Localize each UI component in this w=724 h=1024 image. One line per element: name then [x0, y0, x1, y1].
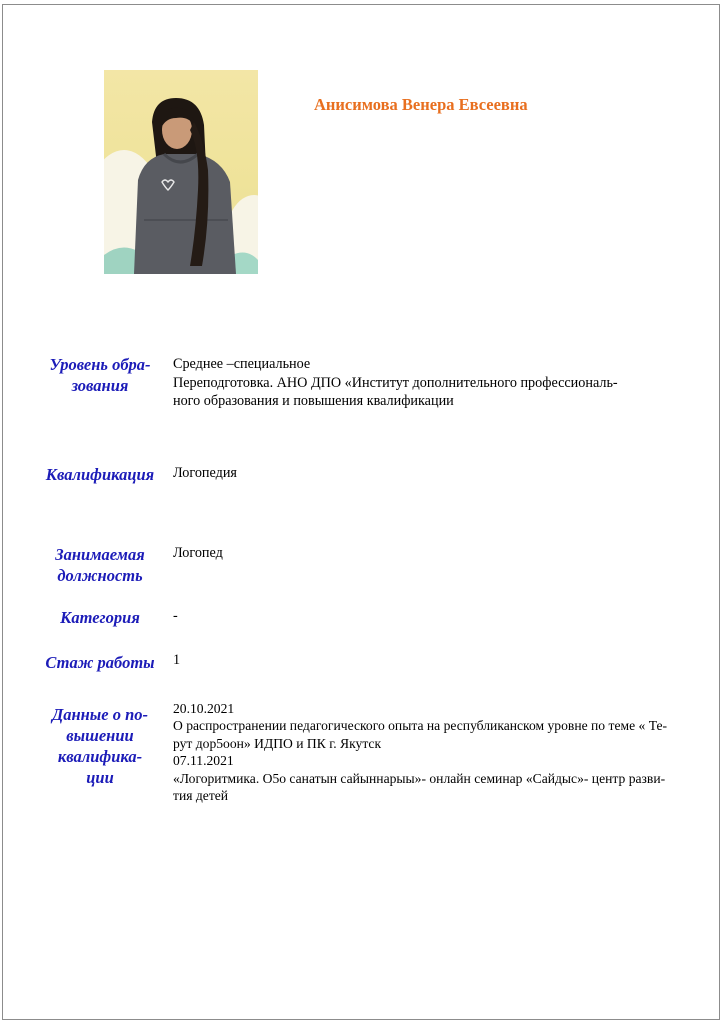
training-label-line: ции	[86, 768, 114, 787]
qualification-label-line: Квалификация	[45, 465, 155, 484]
training-value-line: О распространении педагогического опыта на республиканском уровне по теме « Те-	[173, 718, 668, 734]
experience-value-line: 1	[173, 652, 181, 668]
education-value-line: Переподготовка. АНО ДПО «Институт дополнительного профессиональ-	[173, 374, 618, 391]
position-label-line: должность	[57, 566, 143, 585]
training-value-line: рут дор5оон» ИДПО и ПК г. Якутск	[173, 735, 382, 751]
qualification-value-line: Логопедия	[173, 465, 237, 481]
training-label-line: квалифика-	[57, 747, 143, 766]
portrait-photo	[104, 70, 258, 274]
training-value-line: 20.10.2021	[173, 701, 235, 716]
category-value-line: -	[173, 608, 178, 624]
training-label-line: Данные о по-	[51, 705, 149, 724]
education-label	[33, 354, 167, 396]
education-label-line: зования	[71, 376, 129, 395]
position-value-line: Логопед	[173, 545, 223, 561]
training-value-line: тия детей	[173, 788, 229, 804]
person-name: Анисимова Венера Евсеевна	[314, 95, 528, 114]
category-value	[173, 607, 708, 626]
qualification-label	[33, 464, 167, 485]
training-value	[173, 700, 708, 804]
position-label-line: Занимаемая	[55, 545, 145, 564]
qualification-value	[173, 464, 708, 483]
position-label	[33, 544, 167, 586]
education-value-line: ного образования и повышения квалификации	[173, 393, 454, 409]
training-label-line: вышении	[66, 726, 134, 745]
position-value	[173, 544, 708, 563]
training-value-line: 07.11.2021	[173, 753, 234, 769]
education-value	[173, 355, 708, 411]
education-value-line: Среднее –специальное	[173, 356, 311, 372]
experience-value	[173, 651, 708, 670]
category-label-line: Категория	[60, 608, 140, 627]
experience-label	[33, 652, 167, 673]
experience-label-line: Стаж работы	[45, 653, 155, 672]
education-label-line: Уровень обра-	[49, 355, 151, 374]
training-value-line: «Логоритмика. О5о санатын сайыннарыы»- онлайн семинар «Сайдыс»- центр разви-	[173, 770, 666, 786]
category-label	[33, 607, 167, 628]
training-label	[33, 704, 167, 788]
